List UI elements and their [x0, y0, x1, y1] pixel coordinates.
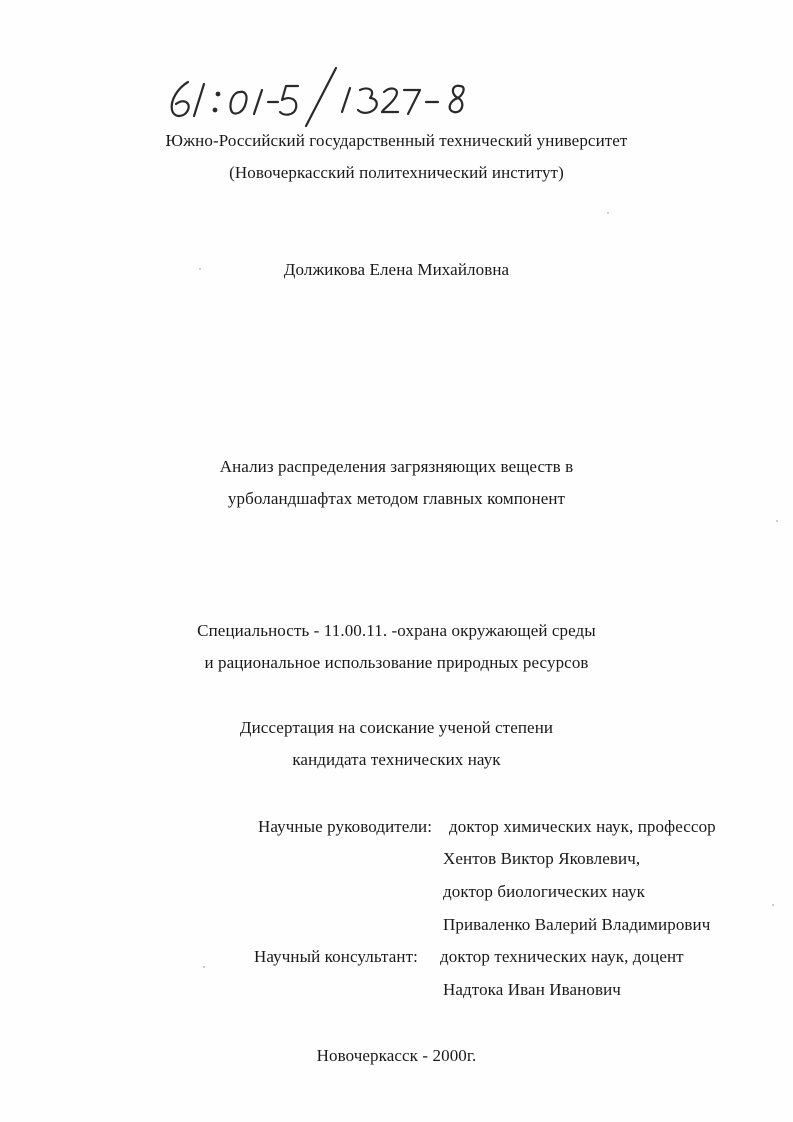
thesis-title-line-1: Анализ распределения загрязняющих веществ в — [219, 457, 574, 476]
university-name: Южно-Российский государственный технический университет — [165, 131, 628, 150]
scan-speck — [199, 268, 201, 270]
scan-speck — [607, 212, 609, 214]
supervisor-1-name: Хентов Виктор Яковлевич, — [443, 849, 641, 868]
author-name: Должикова Елена Михайловна — [283, 260, 510, 279]
place-and-year: Новочеркасск - 2000г. — [316, 1046, 477, 1065]
thesis-title-line-2: урболандшафтах методом главных компонент — [227, 489, 566, 508]
consultant-name: Надтока Иван Иванович — [443, 980, 621, 999]
handwritten-archive-number — [160, 62, 550, 132]
supervisors-label: Научные руководители: — [258, 817, 433, 836]
specialty-line-2: и рациональное использование природных ресурсов — [204, 653, 589, 672]
scan-speck — [776, 520, 778, 522]
supervisor-1-degree: доктор химических наук, профессор — [449, 817, 716, 836]
supervisor-2-name: Приваленко Валерий Владимирович — [443, 915, 711, 934]
institute-name: (Новочеркасский политехнический институт) — [229, 163, 564, 182]
specialty-line-1: Специальность - 11.00.11. -охрана окружающей среды — [197, 621, 596, 640]
scan-speck — [203, 966, 205, 968]
dissertation-line-1: Диссертация на соискание ученой степени — [239, 718, 554, 737]
dissertation-line-2: кандидата технических наук — [292, 750, 501, 769]
scan-speck — [772, 904, 774, 906]
supervisor-2-degree: доктор биологических наук — [443, 882, 645, 901]
consultant-degree: доктор технических наук, доцент — [440, 947, 684, 966]
consultant-label: Научный консультант: — [254, 947, 418, 966]
